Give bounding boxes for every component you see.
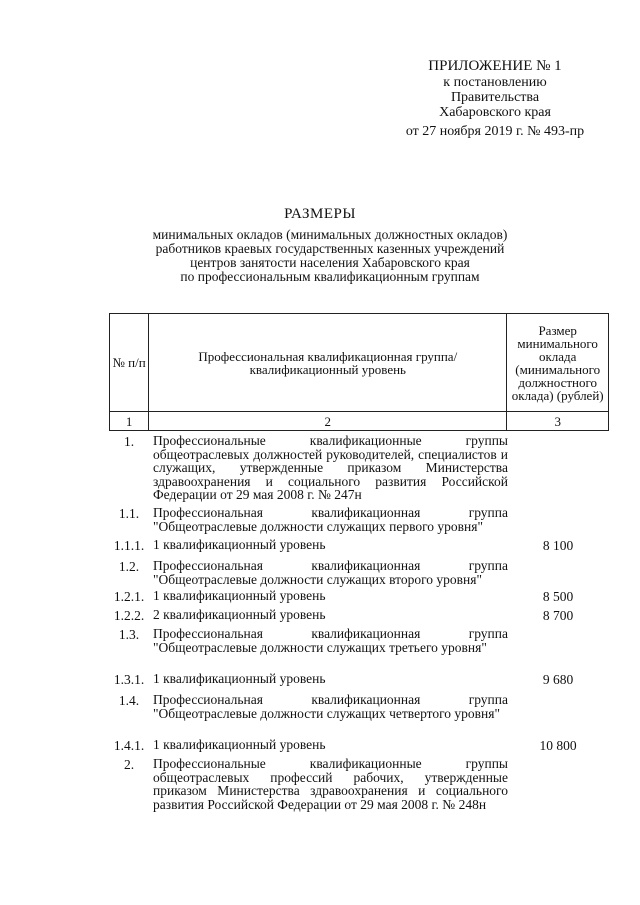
appendix-line: к постановлению [443, 75, 547, 90]
row-description: 1 квалификационный уровень [153, 588, 326, 603]
row-description: Профессиональные квалификационные группы общеотраслевых должностей руководителей, специалистов и служащих, утвержденные приказом Министерства здравоохранения и социального развития Российской Федерации от 29 мая 2008 г. № 247н [153, 433, 508, 502]
table-body [105, 434, 615, 829]
row-number: 1. [123, 434, 135, 449]
row-number: 1.4.1. [113, 738, 145, 753]
row-description: Профессиональные квалификационные группы общеотраслевых профессий рабочих, утвержденные приказом Министерства здравоохранения и социального развития Российской Федерации от 29 мая 2008 г. № 248н [153, 756, 508, 812]
row-description: Профессиональная квалификационная группа "Общеотраслевые должности служащих второго уровня" [153, 558, 508, 587]
table-row [105, 608, 615, 627]
subtitle-line: по профессиональным квалификационным группам [180, 269, 480, 284]
row-description: 1 квалификационный уровень [153, 671, 326, 686]
row-number: 1.1.1. [113, 538, 145, 553]
table-row [105, 434, 615, 506]
col-number: 3 [507, 412, 609, 431]
row-value [508, 434, 608, 506]
row-number: 1.2.2. [113, 608, 145, 623]
row-description: 1 квалификационный уровень [153, 537, 326, 552]
row-value [508, 506, 608, 538]
appendix-block [380, 58, 610, 139]
row-value: 8 500 [542, 589, 574, 604]
table-header [109, 313, 609, 431]
table-row [105, 627, 615, 672]
table-row [105, 757, 615, 829]
row-number: 1.1. [118, 506, 140, 521]
table-row [105, 738, 615, 757]
row-number: 1.3.1. [113, 672, 145, 687]
appendix-title: ПРИЛОЖЕНИЕ № 1 [428, 58, 562, 74]
row-value [508, 627, 608, 672]
row-number: 1.2. [118, 559, 140, 574]
subtitle-line: работников краевых государственных казенных учреждений [155, 241, 505, 256]
subtitle-line: минимальных окладов (минимальных должностных окладов) [152, 227, 508, 242]
table-row [105, 672, 615, 693]
table-row [105, 506, 615, 538]
row-value [508, 693, 608, 738]
row-description: 1 квалификационный уровень [153, 737, 326, 752]
row-number: 2. [123, 757, 135, 772]
table-row [105, 589, 615, 608]
row-value: 10 800 [539, 738, 577, 753]
row-value: 8 100 [542, 538, 574, 553]
header-group: Профессиональная квалификационная группа/ квалификационный уровень [149, 314, 507, 412]
subtitle-line: центров занятости населения Хабаровского края [190, 255, 470, 270]
row-description: Профессиональная квалификационная группа "Общеотраслевые должности служащих четвертого уровня" [153, 692, 508, 721]
col-number: 1 [110, 412, 149, 431]
row-value: 8 700 [542, 608, 574, 623]
header-num: № п/п [110, 314, 149, 412]
header-salary: Размер минимального оклада (минимального должностного оклада) (рублей) [507, 314, 609, 412]
row-description: Профессиональная квалификационная группа "Общеотраслевые должности служащих первого уровня" [153, 505, 508, 534]
table-row [105, 559, 615, 589]
row-description: 2 квалификационный уровень [153, 607, 326, 622]
appendix-line: Правительства [450, 90, 540, 105]
document-subtitle [130, 228, 530, 284]
row-value [508, 559, 608, 589]
row-number: 1.4. [118, 693, 140, 708]
document-title: РАЗМЕРЫ [284, 206, 356, 222]
row-number: 1.2.1. [113, 589, 145, 604]
row-description: Профессиональная квалификационная группа "Общеотраслевые должности служащих третьего уровня" [153, 626, 508, 655]
row-number: 1.3. [118, 627, 140, 642]
table-row [105, 538, 615, 559]
appendix-line: Хабаровского края [439, 105, 551, 120]
appendix-date: от 27 ноября 2019 г. № 493-пр [405, 124, 585, 139]
row-value [508, 757, 608, 829]
table-row [105, 693, 615, 738]
col-number: 2 [149, 412, 507, 431]
row-value: 9 680 [542, 672, 574, 687]
